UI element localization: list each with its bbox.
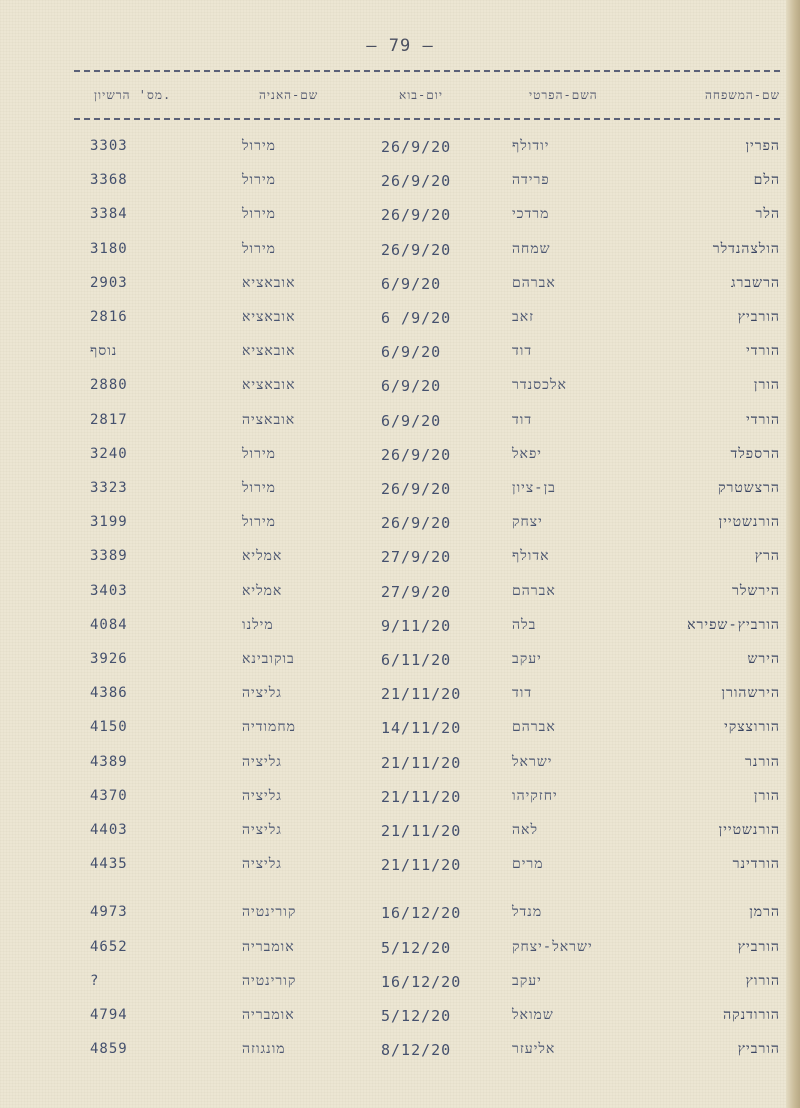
cell-ship: מירול bbox=[242, 514, 276, 531]
header-date: יום-בוא bbox=[399, 88, 443, 102]
cell-cert-number: 4084 bbox=[90, 616, 128, 633]
cell-first-name: דוד bbox=[512, 685, 533, 702]
table-row bbox=[74, 939, 780, 963]
table-row bbox=[74, 822, 780, 846]
cell-ship: אמליא bbox=[242, 548, 283, 565]
cell-cert-number: 3384 bbox=[90, 206, 128, 223]
cell-cert-number: 4403 bbox=[90, 822, 128, 838]
cell-ship: קורינטיה bbox=[242, 972, 297, 989]
table-row bbox=[74, 377, 780, 401]
cell-date: 21/11/20 bbox=[381, 822, 462, 840]
cell-ship: מירול bbox=[242, 480, 276, 496]
cell-cert-number: 3303 bbox=[90, 138, 128, 154]
cell-date: 26/9/20 bbox=[381, 514, 452, 533]
cell-first-name: יעקב bbox=[512, 651, 542, 667]
table-row bbox=[74, 904, 780, 928]
cell-surname: הורן bbox=[753, 377, 780, 394]
cell-ship: גליציה bbox=[242, 753, 282, 770]
cell-date: 14/11/20 bbox=[381, 719, 462, 738]
table-row bbox=[74, 343, 780, 367]
cell-ship: אובאציא bbox=[242, 309, 296, 325]
cell-first-name: לאה bbox=[512, 822, 539, 838]
cell-date: 21/11/20 bbox=[381, 856, 462, 875]
cell-ship: אומבריה bbox=[242, 1007, 295, 1023]
cell-cert-number: 4794 bbox=[90, 1007, 128, 1023]
cell-surname: הורנשטיין bbox=[718, 514, 780, 531]
cell-date: 6/9/20 bbox=[381, 411, 442, 430]
cell-cert-number: ? bbox=[90, 972, 100, 989]
cell-date: 6 /9/20 bbox=[381, 309, 452, 327]
cell-date: 26/9/20 bbox=[381, 240, 452, 259]
cell-cert-number: 3240 bbox=[90, 445, 128, 462]
header-ship: שם-האניה bbox=[259, 88, 319, 102]
cell-first-name: יעקב bbox=[512, 972, 542, 989]
cell-first-name: שמואל bbox=[512, 1007, 554, 1023]
cell-first-name: אברהם bbox=[512, 719, 556, 736]
cell-cert-number: 4652 bbox=[90, 938, 128, 955]
cell-first-name: דוד bbox=[512, 343, 533, 360]
cell-cert-number: 4150 bbox=[90, 719, 128, 736]
table-row bbox=[74, 617, 780, 641]
cell-surname: הורן bbox=[753, 787, 780, 804]
header-surname: שם-המשפחה bbox=[704, 88, 780, 102]
table-row bbox=[74, 172, 780, 196]
cell-ship: אובאציא bbox=[242, 274, 296, 291]
cell-surname: הורוצצקי bbox=[724, 719, 780, 736]
cell-date: 26/9/20 bbox=[381, 480, 452, 498]
cell-ship: אובאציא bbox=[242, 343, 296, 360]
table-row bbox=[74, 1041, 780, 1065]
cell-ship: מחמודיה bbox=[242, 719, 296, 736]
cell-ship: גליציה bbox=[242, 856, 282, 873]
cell-date: 21/11/20 bbox=[381, 685, 462, 704]
cell-surname: הורודנקה bbox=[723, 1007, 780, 1023]
table-row bbox=[74, 138, 780, 162]
cell-cert-number: 2903 bbox=[90, 274, 128, 291]
cell-surname: הורביץ bbox=[737, 309, 780, 325]
table-row bbox=[74, 651, 780, 675]
page-number: — 79 — bbox=[366, 36, 434, 56]
cell-ship: אובאציה bbox=[242, 411, 296, 428]
cell-first-name: מרדכי bbox=[512, 206, 550, 223]
cell-surname: הורדי bbox=[746, 343, 780, 360]
cell-date: 27/9/20 bbox=[381, 582, 452, 601]
cell-date: 27/9/20 bbox=[381, 548, 452, 567]
cell-ship: בוקובינא bbox=[242, 651, 295, 667]
cell-surname: הירש bbox=[747, 651, 780, 667]
cell-date: 26/9/20 bbox=[381, 138, 452, 156]
cell-ship: אמליא bbox=[242, 582, 283, 599]
cell-ship: קורינטיה bbox=[242, 904, 297, 921]
table-row bbox=[74, 275, 780, 299]
table-row bbox=[74, 754, 780, 778]
cell-cert-number: 3368 bbox=[90, 172, 128, 189]
cell-cert-number: 2816 bbox=[90, 309, 128, 325]
cell-cert-number: 4435 bbox=[90, 856, 128, 873]
cell-ship: מילנו bbox=[242, 616, 274, 633]
cell-ship: מירול bbox=[242, 172, 276, 189]
cell-date: 6/9/20 bbox=[381, 274, 442, 293]
cell-surname: הירשלר bbox=[732, 582, 780, 599]
cell-cert-number: 3389 bbox=[90, 548, 128, 565]
cell-cert-number: 4386 bbox=[90, 685, 128, 702]
cell-surname: הולצהנדלר bbox=[712, 240, 780, 257]
cell-date: 6/9/20 bbox=[381, 377, 442, 396]
cell-date: 6/11/20 bbox=[381, 651, 452, 669]
cell-surname: הלם bbox=[753, 172, 780, 189]
cell-surname: הורדינר bbox=[732, 856, 780, 873]
cell-first-name: אליעזר bbox=[512, 1041, 556, 1058]
cell-cert-number: 4389 bbox=[90, 753, 128, 770]
page-edge bbox=[786, 0, 800, 1108]
cell-first-name: יודולף bbox=[512, 138, 550, 154]
cell-first-name: ישראל-יצחק bbox=[512, 938, 593, 955]
cell-date: 5/12/20 bbox=[381, 938, 452, 957]
cell-surname: הורוץ bbox=[745, 972, 780, 989]
cell-surname: הרספלד bbox=[730, 445, 780, 462]
cell-first-name: פרידה bbox=[512, 172, 550, 189]
cell-first-name: יצחק bbox=[512, 514, 543, 531]
cell-surname: הירשהורן bbox=[721, 685, 780, 702]
cell-date: 16/12/20 bbox=[381, 904, 462, 923]
cell-ship: מירול bbox=[242, 240, 276, 257]
cell-date: 6/9/20 bbox=[381, 343, 442, 362]
cell-first-name: מרים bbox=[512, 856, 544, 873]
header-first-name: השם-הפרטי bbox=[529, 88, 598, 102]
cell-first-name: דוד bbox=[512, 411, 533, 428]
table-row bbox=[74, 514, 780, 538]
header-cert-number: מס' הרשיון. bbox=[94, 88, 172, 102]
cell-surname: הרצשטרק bbox=[717, 480, 780, 496]
table-row bbox=[74, 480, 780, 504]
cell-first-name: ישראל bbox=[512, 753, 553, 770]
cell-cert-number: 3180 bbox=[90, 240, 128, 257]
cell-surname: הורביץ bbox=[737, 1041, 780, 1058]
cell-date: 26/9/20 bbox=[381, 445, 452, 464]
cell-first-name: שמחה bbox=[512, 240, 551, 257]
table-header bbox=[74, 88, 780, 108]
table-row bbox=[74, 583, 780, 607]
table-row bbox=[74, 412, 780, 436]
header-divider bbox=[74, 118, 780, 120]
cell-surname: הרץ bbox=[754, 548, 780, 565]
cell-ship: מירול bbox=[242, 206, 276, 223]
cell-date: 16/12/20 bbox=[381, 972, 462, 991]
cell-date: 9/11/20 bbox=[381, 616, 452, 635]
cell-first-name: אברהם bbox=[512, 582, 556, 599]
table-row bbox=[74, 548, 780, 572]
cell-ship: גליציה bbox=[242, 822, 282, 838]
cell-cert-number: 4370 bbox=[90, 787, 128, 804]
table-row bbox=[74, 719, 780, 743]
cell-first-name: יפאל bbox=[512, 445, 542, 462]
cell-date: 21/11/20 bbox=[381, 753, 462, 772]
cell-cert-number: 3323 bbox=[90, 480, 128, 496]
cell-cert-number: 2880 bbox=[90, 377, 128, 394]
cell-surname: הלר bbox=[755, 206, 780, 223]
cell-surname: הורביץ bbox=[737, 938, 780, 955]
cell-first-name: בלה bbox=[512, 616, 537, 633]
table-row bbox=[74, 241, 780, 265]
cell-first-name: אלכסנדר bbox=[512, 377, 567, 394]
cell-date: 26/9/20 bbox=[381, 206, 452, 225]
table-row bbox=[74, 973, 780, 997]
cell-surname: הורדי bbox=[746, 411, 780, 428]
table-row bbox=[74, 1007, 780, 1031]
cell-cert-number: נוסף bbox=[90, 343, 118, 360]
cell-surname: הורנר bbox=[745, 753, 780, 770]
table-row bbox=[74, 685, 780, 709]
table-row bbox=[74, 309, 780, 333]
cell-first-name: אברהם bbox=[512, 274, 556, 291]
cell-ship: אומבריה bbox=[242, 938, 295, 955]
cell-ship: אובאציא bbox=[242, 377, 296, 394]
cell-date: 5/12/20 bbox=[381, 1007, 452, 1025]
cell-cert-number: 2817 bbox=[90, 411, 128, 428]
cell-cert-number: 3403 bbox=[90, 582, 128, 599]
cell-first-name: יחזקיהו bbox=[512, 787, 558, 804]
cell-cert-number: 3199 bbox=[90, 514, 128, 531]
cell-surname: הפרין bbox=[745, 138, 780, 154]
cell-ship: גליציה bbox=[242, 685, 282, 702]
cell-date: 8/12/20 bbox=[381, 1041, 452, 1060]
cell-first-name: אדולף bbox=[512, 548, 550, 565]
cell-surname: הרמן bbox=[749, 904, 780, 921]
cell-surname: הורנשטיין bbox=[718, 822, 780, 838]
cell-first-name: זאב bbox=[512, 309, 535, 325]
cell-date: 26/9/20 bbox=[381, 172, 452, 191]
cell-first-name: בן-ציון bbox=[512, 480, 556, 496]
cell-cert-number: 3926 bbox=[90, 651, 128, 667]
cell-first-name: מנדל bbox=[512, 904, 543, 921]
table-row bbox=[74, 856, 780, 880]
cell-cert-number: 4859 bbox=[90, 1041, 128, 1058]
cell-ship: מירול bbox=[242, 138, 276, 154]
table-row bbox=[74, 446, 780, 470]
table-row bbox=[74, 206, 780, 230]
cell-ship: גליציה bbox=[242, 787, 282, 804]
top-divider bbox=[74, 70, 780, 72]
cell-date: 21/11/20 bbox=[381, 787, 462, 806]
table-row bbox=[74, 788, 780, 812]
cell-cert-number: 4973 bbox=[90, 904, 128, 921]
cell-surname: הורביץ-שפירא bbox=[687, 616, 780, 633]
cell-ship: מירול bbox=[242, 445, 276, 462]
cell-ship: מונגוזה bbox=[242, 1041, 286, 1058]
cell-surname: הרשברג bbox=[730, 274, 780, 291]
